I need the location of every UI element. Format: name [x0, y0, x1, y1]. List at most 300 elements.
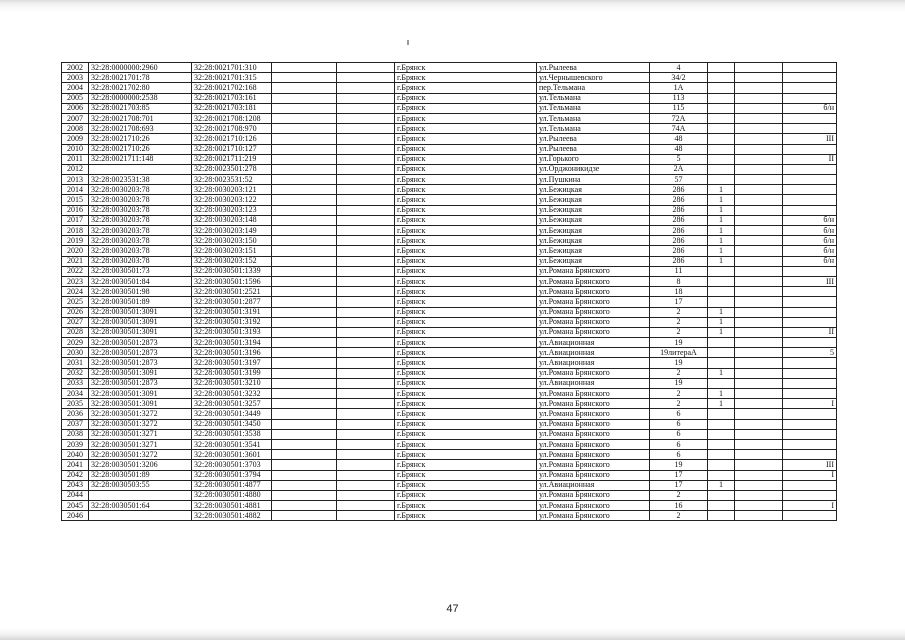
row-number-cell: 2012 [62, 164, 89, 174]
cadastral-number-cell: 32:28:0021703:161 [192, 93, 272, 103]
empty-cell [272, 287, 337, 297]
empty-cell [337, 409, 395, 419]
city-cell: г.Брянск [395, 378, 537, 388]
flag-cell: 1 [708, 480, 735, 490]
cadastral-number-cell: 32:28:0030501:4882 [192, 511, 272, 521]
street-cell: ул.Романа Брянского [537, 307, 650, 317]
row-number-cell: 2002 [62, 63, 89, 73]
street-cell: ул.Романа Брянского [537, 368, 650, 378]
row-number-cell: 2035 [62, 399, 89, 409]
street-cell: ул.Романа Брянского [537, 287, 650, 297]
city-cell: г.Брянск [395, 439, 537, 449]
flag-cell: 1 [708, 389, 735, 399]
house-number-cell: 286 [650, 246, 708, 256]
city-cell: г.Брянск [395, 175, 537, 185]
parent-cadastral-number-cell: 32:28:0021703:85 [89, 103, 192, 113]
row-number-cell: 2037 [62, 419, 89, 429]
row-number-cell: 2021 [62, 256, 89, 266]
street-cell: пер.Тельмана [537, 83, 650, 93]
house-number-cell: 6 [650, 419, 708, 429]
cadastral-number-cell: 32:28:0030501:3450 [192, 419, 272, 429]
empty-cell [272, 439, 337, 449]
empty-cell [735, 307, 783, 317]
empty-cell [272, 317, 337, 327]
type-cell [783, 266, 837, 276]
type-cell [783, 287, 837, 297]
parent-cadastral-number-cell: 32:28:0030501:3091 [89, 368, 192, 378]
row-number-cell: 2007 [62, 113, 89, 123]
row-number-cell: 2030 [62, 348, 89, 358]
cadastral-number-cell: 32:28:0030501:3210 [192, 378, 272, 388]
empty-cell [735, 429, 783, 439]
city-cell: г.Брянск [395, 317, 537, 327]
parent-cadastral-number-cell: 32:28:0030501:3091 [89, 389, 192, 399]
empty-cell [337, 215, 395, 225]
house-number-cell: 286 [650, 226, 708, 236]
table-row [62, 226, 837, 236]
street-cell: ул.Романа Брянского [537, 276, 650, 286]
type-cell [783, 307, 837, 317]
parent-cadastral-number-cell: 32:28:0030501:3091 [89, 307, 192, 317]
table-row [62, 144, 837, 154]
empty-cell [272, 327, 337, 337]
flag-cell: 1 [708, 327, 735, 337]
house-number-cell: 2 [650, 368, 708, 378]
table-row [62, 297, 837, 307]
empty-cell [337, 419, 395, 429]
city-cell: г.Брянск [395, 368, 537, 378]
house-number-cell: 2 [650, 399, 708, 409]
empty-cell [337, 511, 395, 521]
city-cell: г.Брянск [395, 480, 537, 490]
street-cell: ул.Авиационная [537, 480, 650, 490]
type-cell [783, 164, 837, 174]
type-cell [783, 429, 837, 439]
parent-cadastral-number-cell: 32:28:0030203:78 [89, 195, 192, 205]
parent-cadastral-number-cell: 32:28:0030501:2873 [89, 348, 192, 358]
cadastral-number-cell: 32:28:0030203:122 [192, 195, 272, 205]
table-row [62, 246, 837, 256]
street-cell: ул.Романа Брянского [537, 317, 650, 327]
house-number-cell: 5 [650, 154, 708, 164]
empty-cell [735, 236, 783, 246]
city-cell: г.Брянск [395, 490, 537, 500]
table-row [62, 307, 837, 317]
street-cell: ул.Романа Брянского [537, 511, 650, 521]
type-cell: III [783, 276, 837, 286]
row-number-cell: 2031 [62, 358, 89, 368]
city-cell: г.Брянск [395, 154, 537, 164]
empty-cell [735, 63, 783, 73]
street-cell: ул.Романа Брянского [537, 501, 650, 511]
table-row [62, 490, 837, 500]
table-row [62, 317, 837, 327]
city-cell: г.Брянск [395, 470, 537, 480]
table-row [62, 389, 837, 399]
empty-cell [735, 256, 783, 266]
street-cell: ул.Романа Брянского [537, 419, 650, 429]
empty-cell [337, 338, 395, 348]
empty-cell [272, 205, 337, 215]
type-cell [783, 511, 837, 521]
city-cell: г.Брянск [395, 511, 537, 521]
street-cell: ул.Романа Брянского [537, 399, 650, 409]
empty-cell [735, 144, 783, 154]
house-number-cell: 286 [650, 205, 708, 215]
row-number-cell: 2044 [62, 490, 89, 500]
empty-cell [272, 124, 337, 134]
flag-cell [708, 409, 735, 419]
row-number-cell: 2033 [62, 378, 89, 388]
parent-cadastral-number-cell: 32:28:0030501:2873 [89, 378, 192, 388]
row-number-cell: 2022 [62, 266, 89, 276]
parent-cadastral-number-cell: 32:28:0030203:78 [89, 215, 192, 225]
house-number-cell: 16 [650, 501, 708, 511]
row-number-cell: 2005 [62, 93, 89, 103]
empty-cell [337, 246, 395, 256]
empty-cell [735, 175, 783, 185]
empty-cell [272, 409, 337, 419]
table-row [62, 501, 837, 511]
row-number-cell: 2043 [62, 480, 89, 490]
empty-cell [337, 93, 395, 103]
cadastral-number-cell: 32:28:0030501:3601 [192, 450, 272, 460]
row-number-cell: 2016 [62, 205, 89, 215]
empty-cell [735, 470, 783, 480]
house-number-cell: 17 [650, 297, 708, 307]
scan-top-edge [0, 0, 905, 14]
cadastral-number-cell: 32:28:0021711:219 [192, 154, 272, 164]
cadastral-number-cell: 32:28:0030501:3232 [192, 389, 272, 399]
empty-cell [272, 378, 337, 388]
row-number-cell: 2023 [62, 276, 89, 286]
flag-cell [708, 113, 735, 123]
flag-cell [708, 154, 735, 164]
type-cell [783, 205, 837, 215]
street-cell: ул.Тельмана [537, 103, 650, 113]
row-number-cell: 2039 [62, 439, 89, 449]
street-cell: ул.Авиационная [537, 348, 650, 358]
empty-cell [272, 63, 337, 73]
empty-cell [272, 73, 337, 83]
empty-cell [735, 368, 783, 378]
row-number-cell: 2028 [62, 327, 89, 337]
flag-cell [708, 501, 735, 511]
house-number-cell: 2 [650, 327, 708, 337]
flag-cell: 1 [708, 368, 735, 378]
street-cell: ул.Тельмана [537, 93, 650, 103]
street-cell: ул.Тельмана [537, 113, 650, 123]
parent-cadastral-number-cell: 32:28:0030501:3206 [89, 460, 192, 470]
empty-cell [337, 124, 395, 134]
city-cell: г.Брянск [395, 73, 537, 83]
house-number-cell: 8 [650, 276, 708, 286]
empty-cell [735, 103, 783, 113]
street-cell: ул.Романа Брянского [537, 429, 650, 439]
street-cell: ул.Тельмана [537, 124, 650, 134]
parent-cadastral-number-cell: 32:28:0030203:78 [89, 185, 192, 195]
city-cell: г.Брянск [395, 205, 537, 215]
type-cell [783, 83, 837, 93]
empty-cell [272, 358, 337, 368]
type-cell: б/н [783, 226, 837, 236]
empty-cell [272, 83, 337, 93]
street-cell: ул.Романа Брянского [537, 470, 650, 480]
street-cell: ул.Авиационная [537, 338, 650, 348]
city-cell: г.Брянск [395, 348, 537, 358]
type-cell: II [783, 327, 837, 337]
house-number-cell: 6 [650, 450, 708, 460]
cadastral-number-cell: 32:28:0030501:3197 [192, 358, 272, 368]
empty-cell [272, 103, 337, 113]
empty-cell [337, 358, 395, 368]
parent-cadastral-number-cell: 32:28:0030501:64 [89, 501, 192, 511]
empty-cell [272, 175, 337, 185]
street-cell: ул.Бежицкая [537, 236, 650, 246]
parent-cadastral-number-cell: 32:28:0030501:3271 [89, 439, 192, 449]
empty-cell [735, 113, 783, 123]
table-row [62, 439, 837, 449]
empty-cell [272, 266, 337, 276]
type-cell: б/н [783, 103, 837, 113]
table-row [62, 205, 837, 215]
cadastral-number-cell: 32:28:0021708:970 [192, 124, 272, 134]
type-cell: I [783, 501, 837, 511]
cadastral-number-cell: 32:28:0030501:1596 [192, 276, 272, 286]
street-cell: ул.Рылеева [537, 134, 650, 144]
empty-cell [272, 297, 337, 307]
cadastral-number-cell: 32:28:0030501:2877 [192, 297, 272, 307]
street-cell: ул.Бежицкая [537, 256, 650, 266]
city-cell: г.Брянск [395, 266, 537, 276]
type-cell: I [783, 399, 837, 409]
type-cell: б/н [783, 215, 837, 225]
house-number-cell: 4 [650, 63, 708, 73]
cadastral-number-cell: 32:28:0030203:151 [192, 246, 272, 256]
parent-cadastral-number-cell: 32:28:0030203:78 [89, 246, 192, 256]
house-number-cell: 48 [650, 144, 708, 154]
cadastral-number-cell: 32:28:0030501:3257 [192, 399, 272, 409]
table-row [62, 276, 837, 286]
cadastral-number-cell: 32:28:0030501:2521 [192, 287, 272, 297]
empty-cell [337, 113, 395, 123]
flag-cell [708, 338, 735, 348]
parent-cadastral-number-cell: 32:28:0030203:78 [89, 256, 192, 266]
empty-cell [272, 511, 337, 521]
street-cell: ул.Горького [537, 154, 650, 164]
city-cell: г.Брянск [395, 144, 537, 154]
street-cell: ул.Авиационная [537, 358, 650, 368]
row-number-cell: 2038 [62, 429, 89, 439]
street-cell: ул.Бежицкая [537, 215, 650, 225]
type-cell [783, 389, 837, 399]
city-cell: г.Брянск [395, 450, 537, 460]
parent-cadastral-number-cell: 32:28:0021701:78 [89, 73, 192, 83]
empty-cell [337, 450, 395, 460]
table-row [62, 73, 837, 83]
row-number-cell: 2036 [62, 409, 89, 419]
cadastral-number-cell: 32:28:0023531:52 [192, 175, 272, 185]
type-cell [783, 480, 837, 490]
cadastral-number-cell: 32:28:0030501:3194 [192, 338, 272, 348]
empty-cell [735, 134, 783, 144]
flag-cell: 1 [708, 399, 735, 409]
table-row [62, 358, 837, 368]
street-cell: ул.Романа Брянского [537, 389, 650, 399]
empty-cell [735, 419, 783, 429]
table-row [62, 480, 837, 490]
empty-cell [735, 327, 783, 337]
empty-cell [272, 368, 337, 378]
house-number-cell: 286 [650, 256, 708, 266]
empty-cell [272, 470, 337, 480]
city-cell: г.Брянск [395, 236, 537, 246]
parent-cadastral-number-cell: 32:28:0030503:55 [89, 480, 192, 490]
row-number-cell: 2041 [62, 460, 89, 470]
row-number-cell: 2045 [62, 501, 89, 511]
empty-cell [735, 348, 783, 358]
type-cell [783, 450, 837, 460]
empty-cell [272, 215, 337, 225]
empty-cell [272, 338, 337, 348]
empty-cell [735, 195, 783, 205]
flag-cell [708, 297, 735, 307]
parent-cadastral-number-cell: 32:28:0021710:26 [89, 144, 192, 154]
type-cell: 5 [783, 348, 837, 358]
table-row [62, 154, 837, 164]
parent-cadastral-number-cell: 32:28:0030501:73 [89, 266, 192, 276]
empty-cell [735, 73, 783, 83]
parent-cadastral-number-cell: 32:28:0021711:148 [89, 154, 192, 164]
parent-cadastral-number-cell: 32:28:0030501:3271 [89, 429, 192, 439]
house-number-cell: 2 [650, 490, 708, 500]
street-cell: ул.Бежицкая [537, 246, 650, 256]
table-row [62, 348, 837, 358]
house-number-cell: 34/2 [650, 73, 708, 83]
table-row [62, 460, 837, 470]
table-row [62, 63, 837, 73]
flag-cell [708, 470, 735, 480]
house-number-cell: 74А [650, 124, 708, 134]
city-cell: г.Брянск [395, 327, 537, 337]
empty-cell [735, 480, 783, 490]
parent-cadastral-number-cell: 32:28:0030501:89 [89, 470, 192, 480]
empty-cell [272, 460, 337, 470]
empty-cell [337, 470, 395, 480]
house-number-cell: 286 [650, 185, 708, 195]
flag-cell [708, 103, 735, 113]
type-cell [783, 93, 837, 103]
house-number-cell: 115 [650, 103, 708, 113]
type-cell [783, 73, 837, 83]
empty-cell [337, 297, 395, 307]
type-cell [783, 378, 837, 388]
cadastral-number-cell: 32:28:0030501:3191 [192, 307, 272, 317]
empty-cell [337, 73, 395, 83]
city-cell: г.Брянск [395, 297, 537, 307]
table-row [62, 103, 837, 113]
flag-cell: 1 [708, 215, 735, 225]
city-cell: г.Брянск [395, 246, 537, 256]
cadastral-number-cell: 32:28:0021710:126 [192, 134, 272, 144]
row-number-cell: 2003 [62, 73, 89, 83]
street-cell: ул.Романа Брянского [537, 297, 650, 307]
table-row [62, 134, 837, 144]
empty-cell [735, 93, 783, 103]
row-number-cell: 2004 [62, 83, 89, 93]
house-number-cell: 17 [650, 480, 708, 490]
cadastral-number-cell: 32:28:0030501:1339 [192, 266, 272, 276]
parent-cadastral-number-cell: 32:28:0030501:84 [89, 276, 192, 286]
table-row [62, 327, 837, 337]
empty-cell [272, 480, 337, 490]
flag-cell: 1 [708, 246, 735, 256]
house-number-cell: 19 [650, 358, 708, 368]
row-number-cell: 2013 [62, 175, 89, 185]
cadastral-number-cell: 32:28:0030203:123 [192, 205, 272, 215]
type-cell: б/н [783, 256, 837, 266]
empty-cell [337, 480, 395, 490]
cadastral-number-cell: 32:28:0030501:3193 [192, 327, 272, 337]
city-cell: г.Брянск [395, 419, 537, 429]
empty-cell [735, 399, 783, 409]
table-row [62, 256, 837, 266]
row-number-cell: 2029 [62, 338, 89, 348]
parent-cadastral-number-cell: 32:28:0021708:693 [89, 124, 192, 134]
house-number-cell: 48 [650, 134, 708, 144]
cadastral-number-cell: 32:28:0030501:4877 [192, 480, 272, 490]
house-number-cell: 6 [650, 409, 708, 419]
empty-cell [337, 439, 395, 449]
scan-speck [407, 40, 409, 45]
city-cell: г.Брянск [395, 276, 537, 286]
empty-cell [337, 501, 395, 511]
flag-cell [708, 175, 735, 185]
street-cell: ул.Рылеева [537, 144, 650, 154]
street-cell: ул.Романа Брянского [537, 460, 650, 470]
city-cell: г.Брянск [395, 124, 537, 134]
type-cell [783, 195, 837, 205]
street-cell: ул.Романа Брянского [537, 439, 650, 449]
type-cell [783, 358, 837, 368]
empty-cell [337, 83, 395, 93]
table-row [62, 124, 837, 134]
row-number-cell: 2046 [62, 511, 89, 521]
empty-cell [337, 134, 395, 144]
parent-cadastral-number-cell: 32:28:0030203:78 [89, 236, 192, 246]
house-number-cell: 72А [650, 113, 708, 123]
cadastral-number-cell: 32:28:0030501:3199 [192, 368, 272, 378]
empty-cell [337, 317, 395, 327]
table-row [62, 175, 837, 185]
parent-cadastral-number-cell: 32:28:0030501:2873 [89, 338, 192, 348]
table-row [62, 419, 837, 429]
cadastral-number-cell: 32:28:0021701:310 [192, 63, 272, 73]
parent-cadastral-number-cell: 32:28:0023531:38 [89, 175, 192, 185]
registry-table [61, 62, 837, 521]
house-number-cell: 57 [650, 175, 708, 185]
type-cell [783, 124, 837, 134]
parent-cadastral-number-cell: 32:28:0030203:78 [89, 205, 192, 215]
city-cell: г.Брянск [395, 287, 537, 297]
empty-cell [272, 144, 337, 154]
flag-cell: 1 [708, 317, 735, 327]
cadastral-number-cell: 32:28:0021703:181 [192, 103, 272, 113]
cadastral-number-cell: 32:28:0030501:3538 [192, 429, 272, 439]
empty-cell [272, 501, 337, 511]
empty-cell [272, 226, 337, 236]
flag-cell [708, 490, 735, 500]
